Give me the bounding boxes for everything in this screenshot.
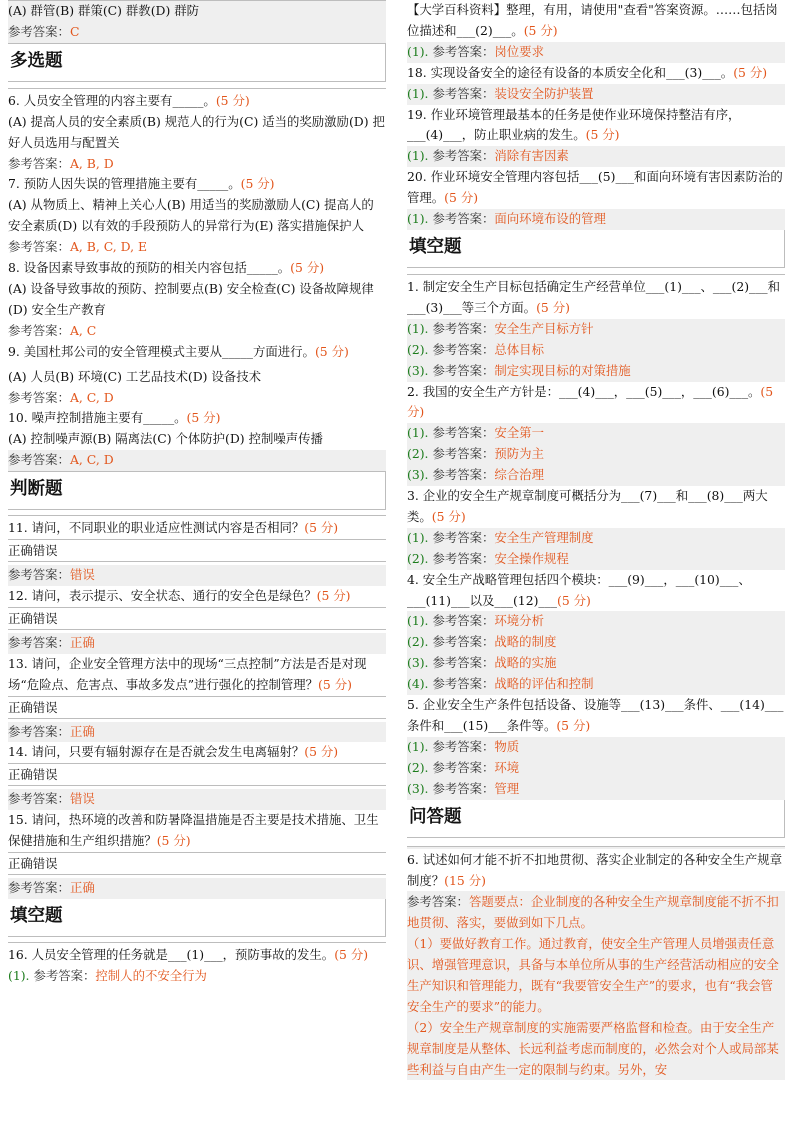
answer-number: (1). <box>407 211 429 227</box>
question-stem: 5. 企业安全生产条件包括设备、设施等___(13)___条件、___(14)___条件和___(15)___条件等。 <box>407 697 784 733</box>
question-5-tail <box>8 0 386 44</box>
answer-value: 物质 <box>494 738 520 754</box>
points: (5 分) <box>431 508 466 524</box>
answer-label: 参考答案： <box>432 341 495 357</box>
answer-label: 参考答案： <box>432 148 495 164</box>
answer-value: 正确 <box>69 723 95 739</box>
answer-number: (2). <box>407 759 429 775</box>
fill-question-5 <box>407 695 785 800</box>
options-text: (A) 群管(B) 群策(C) 群教(D) 群防 <box>8 3 200 18</box>
question-stem: 13. 请问，企业安全管理方法中的现场“三点控制”方法是否是对现场“危险点、危害点、事故多发点”进行强化的控制管理？ <box>8 655 367 692</box>
points: (5 分) <box>304 520 339 536</box>
question-6 <box>8 88 386 175</box>
answer-label: 参考答案： <box>432 467 495 483</box>
true-false-choice[interactable]: 正确错误 <box>8 763 386 786</box>
question-stem: 6. 试述如何才能不折不扣地贯彻、落实企业制定的各种安全生产规章制度？ <box>407 851 783 888</box>
answer-value: A, C, D <box>69 452 114 468</box>
answer-value: A, C, D <box>69 389 114 405</box>
question-stem: 14. 请问，只要有辐射源存在是否就会发生电离辐射？ <box>8 744 305 760</box>
answer-value: 安全第一 <box>494 425 544 441</box>
answer-value: 安全操作规程 <box>494 550 569 566</box>
question-14 <box>8 742 386 810</box>
answer-number: (3). <box>407 362 429 378</box>
answer-label: 参考答案： <box>8 155 70 171</box>
answer-number: (1). <box>407 613 429 629</box>
points: (5 分) <box>557 592 591 608</box>
left-column <box>8 0 386 987</box>
answer-value: 综合治理 <box>494 467 544 483</box>
question-19 <box>407 105 785 168</box>
fill-question-2 <box>407 382 785 487</box>
fill-question-4 <box>407 570 785 695</box>
points: (15 分) <box>444 872 486 888</box>
answer-number: (1). <box>407 43 429 59</box>
answer-value: A, B, D <box>69 155 114 171</box>
section-title-essay: 问答题 <box>407 800 785 838</box>
answer-label: 参考答案： <box>432 550 495 566</box>
question-stem: 7. 预防人因失误的管理措施主要有_____。 <box>8 176 241 192</box>
answer-value: A, B, C, D, E <box>69 239 148 255</box>
answer-label: 参考答案： <box>432 320 495 336</box>
answer-number: (1). <box>407 85 429 101</box>
question-8 <box>8 258 386 342</box>
essay-question-6 <box>407 846 785 1080</box>
question-18 <box>407 63 785 105</box>
answer-label: 参考答案： <box>8 452 70 468</box>
answer-number: (3). <box>407 780 429 796</box>
answer-value: 装设安全防护装置 <box>494 85 594 101</box>
answer-label: 参考答案： <box>432 676 495 692</box>
question-stem: 16. 人员安全管理的任务就是___(1)___，预防事故的发生。 <box>8 947 335 962</box>
options-text: (A) 控制噪声源(B) 隔离法(C) 个体防护(D) 控制噪声传播 <box>8 429 386 450</box>
answer-value: 正确 <box>69 634 95 650</box>
right-column <box>407 0 785 1080</box>
answer-label: 参考答案： <box>8 567 70 583</box>
true-false-choice[interactable]: 正确错误 <box>8 696 386 719</box>
points: (5 分) <box>523 22 558 38</box>
points: (5 分) <box>334 947 369 962</box>
answer-value: 管理 <box>494 780 520 796</box>
options-text: (A) 人员(B) 环境(C) 工艺品技术(D) 设备技术 <box>8 368 261 384</box>
question-stem: 6. 人员安全管理的内容主要有_____。 <box>8 92 216 108</box>
section-title-fill-in: 填空题 <box>8 899 386 937</box>
options-text: (A) 从物质上、精神上关心人(B) 用适当的奖励激励人(C) 提高人的安全素质(D) 以有效的手段预防人的异常行为(E) 落实措施保护人 <box>8 197 374 234</box>
answer-label: 参考答案： <box>432 43 495 59</box>
answer-label: 参考答案： <box>8 23 70 39</box>
answer-label: 参考答案： <box>432 655 495 671</box>
answer-value: 环境 <box>494 759 520 775</box>
fill-question-3 <box>407 486 785 570</box>
question-15 <box>8 810 386 899</box>
answer-value: 安全生产目标方针 <box>494 320 594 336</box>
points: (5 分) <box>318 676 352 692</box>
section-title-true-false: 判断题 <box>8 472 386 510</box>
question-17-tail <box>407 0 785 42</box>
true-false-choice[interactable]: 正确错误 <box>8 852 386 875</box>
question-12 <box>8 586 386 654</box>
answer-number: (1). <box>407 148 429 164</box>
question-20 <box>407 167 785 230</box>
answer-value: 战略的评估和控制 <box>494 676 594 692</box>
question-stem: 18. 实现设备安全的途径有设备的本质安全化和___(3)___。 <box>407 64 734 80</box>
true-false-choice[interactable]: 正确错误 <box>8 539 386 562</box>
question-stem: 20. 作业环境安全管理内容包括___(5)___和面向环境有害因素防治的管理。 <box>407 169 783 206</box>
answer-value: A, C <box>69 322 97 338</box>
answer-row <box>8 22 386 43</box>
answer-number: (3). <box>407 467 429 483</box>
answer-value: 控制人的不安全行为 <box>95 967 207 983</box>
answer-label: 参考答案： <box>432 362 495 378</box>
answer-label: 参考答案： <box>432 446 495 462</box>
answer-intro: 答题要点：企业制度的各种安全生产规章制度能不折不扣地贯彻、落实，要做到如下几点。 <box>407 893 779 930</box>
answer-value: 战略的制度 <box>494 634 557 650</box>
answer-number: (1). <box>8 967 30 983</box>
answer-label: 参考答案： <box>8 723 70 739</box>
points: (5 分) <box>304 744 339 760</box>
points: (5 分) <box>536 299 570 315</box>
answer-label: 参考答案： <box>432 211 495 227</box>
answer-number: (4). <box>407 676 429 692</box>
question-17-answer <box>407 42 785 63</box>
answer-value: 岗位要求 <box>494 43 544 59</box>
answer-value: 错误 <box>69 791 95 807</box>
points: (5 分) <box>215 92 250 108</box>
question-stem: 10. 噪声控制措施主要有_____。 <box>8 410 187 426</box>
points: (5 分) <box>186 410 221 426</box>
answer-label: 参考答案： <box>8 880 70 896</box>
points: (5 分) <box>316 587 351 603</box>
answer-number: (1). <box>407 320 429 336</box>
answer-value: 错误 <box>69 567 95 583</box>
question-10 <box>8 408 386 472</box>
answer-value: 制定实现目标的对策措施 <box>494 362 631 378</box>
points: (5 分) <box>444 190 479 206</box>
question-stem: 1. 制定安全生产目标包括确定生产经营单位___(1)___、___(2)___和___(3)___等三个方面。 <box>407 278 781 315</box>
answer-label: 参考答案： <box>33 967 96 983</box>
points: (5 分) <box>733 64 768 80</box>
answer-label: 参考答案： <box>432 634 495 650</box>
answer-value: C <box>69 23 80 39</box>
true-false-choice[interactable]: 正确错误 <box>8 607 386 630</box>
answer-label: 参考答案： <box>8 389 70 405</box>
question-stem: 19. 作业环境管理最基本的任务是使作业环境保持整洁有序，___(4)___，防止职业病的发生。 <box>407 106 741 143</box>
question-stem: 9. 美国杜邦公司的安全管理模式主要从_____方面进行。 <box>8 343 315 359</box>
answer-label: 参考答案： <box>8 791 70 807</box>
answer-number: (2). <box>407 446 429 462</box>
answer-number: (1). <box>407 425 429 441</box>
answer-value: 消除有害因素 <box>494 148 569 164</box>
options-text: (A) 设备导致事故的预防、控制要点(B) 安全检查(C) 设备故障规律(D) 安全生产教育 <box>8 280 374 317</box>
points: (5 分) <box>556 718 591 733</box>
answer-value: 环境分析 <box>494 613 544 629</box>
question-13 <box>8 654 386 743</box>
question-stem: 12. 请问，表示提示、安全状态、通行的安全色是绿色？ <box>8 587 317 603</box>
points: (5 分) <box>314 343 349 359</box>
answer-label: 参考答案： <box>432 425 495 441</box>
answer-value: 预防为主 <box>494 446 544 462</box>
points: (5 分) <box>290 260 325 276</box>
answer-label: 参考答案： <box>407 893 469 909</box>
question-stem: 4. 安全生产战略管理包括四个模块：___(9)___，___(10)___、___(11)___以及___(12)___ <box>407 571 751 608</box>
question-16 <box>8 942 386 987</box>
answer-value: 战略的实施 <box>494 655 557 671</box>
answer-paragraph-2: （2）安全生产规章制度的实施需要严格监督和检查。由于安全生产规章制度是从整体、长远利益考虑而制度的，必然会对个人或局部某些利益与自由产生一定的限制与约束。另外，安 <box>407 1019 779 1077</box>
answer-label: 参考答案： <box>8 239 70 255</box>
question-stem: 11. 请问，不同职业的职业适应性测试内容是否相同？ <box>8 520 305 536</box>
points: (5 分) <box>240 176 275 192</box>
section-title-multiple-choice: 多选题 <box>8 44 386 82</box>
question-11 <box>8 515 386 586</box>
question-stem: 15. 请问，热环境的改善和防暑降温措施是否主要是技术措施、卫生保健措施和生产组织措施？ <box>8 812 379 849</box>
points: (5 分) <box>585 127 620 143</box>
points: (5 分) <box>407 383 774 420</box>
question-stem: 8. 设备因素导致事故的预防的相关内容包括_____。 <box>8 260 291 276</box>
answer-label: 参考答案： <box>432 759 495 775</box>
answer-label: 参考答案： <box>8 322 70 338</box>
answer-label: 参考答案： <box>432 738 495 754</box>
answer-number: (2). <box>407 634 429 650</box>
answer-label: 参考答案： <box>432 85 495 101</box>
options-text: (A) 提高人员的安全素质(B) 规范人的行为(C) 适当的奖励激励(D) 把好人员选用与配置关 <box>8 113 385 150</box>
answer-number: (1). <box>407 738 429 754</box>
answer-label: 参考答案： <box>432 780 495 796</box>
section-title-fill-in-2: 填空题 <box>407 230 785 268</box>
question-9 <box>8 342 386 409</box>
question-stem: 2. 我国的安全生产方针是：___(4)___，___(5)___，___(6)___。 <box>407 383 761 399</box>
fill-question-1 <box>407 274 785 382</box>
answer-number: (3). <box>407 655 429 671</box>
answer-value: 面向环境布设的管理 <box>494 211 606 227</box>
points: (5 分) <box>156 833 191 849</box>
answer-value: 安全生产管理制度 <box>494 529 594 545</box>
answer-label: 参考答案： <box>432 613 495 629</box>
answer-number: (2). <box>407 341 429 357</box>
answer-paragraph-1: （1）要做好教育工作。通过教育，使安全生产管理人员增强责任意识、增强管理意识，具备与本单位所从事的生产经营活动相应的安全生产知识和管理能力，既有“我要管安全生产”的要求，也有“我会管安全生产的要求”的能力。 <box>407 935 779 1014</box>
answer-number: (2). <box>407 550 429 566</box>
answer-label: 参考答案： <box>432 529 495 545</box>
question-7 <box>8 174 386 258</box>
question-stem: 3. 企业的安全生产规章制度可概括分为___(7)___和___(8)___两大类。 <box>407 488 768 524</box>
answer-number: (1). <box>407 529 429 545</box>
answer-value: 总体目标 <box>494 341 544 357</box>
answer-value: 正确 <box>69 880 95 896</box>
answer-label: 参考答案： <box>8 634 70 650</box>
question-stem: 【大学百科资料】整理，有用，请使用"查看"答案资源。……包括岗位描述和___(2)___。 <box>407 2 778 38</box>
